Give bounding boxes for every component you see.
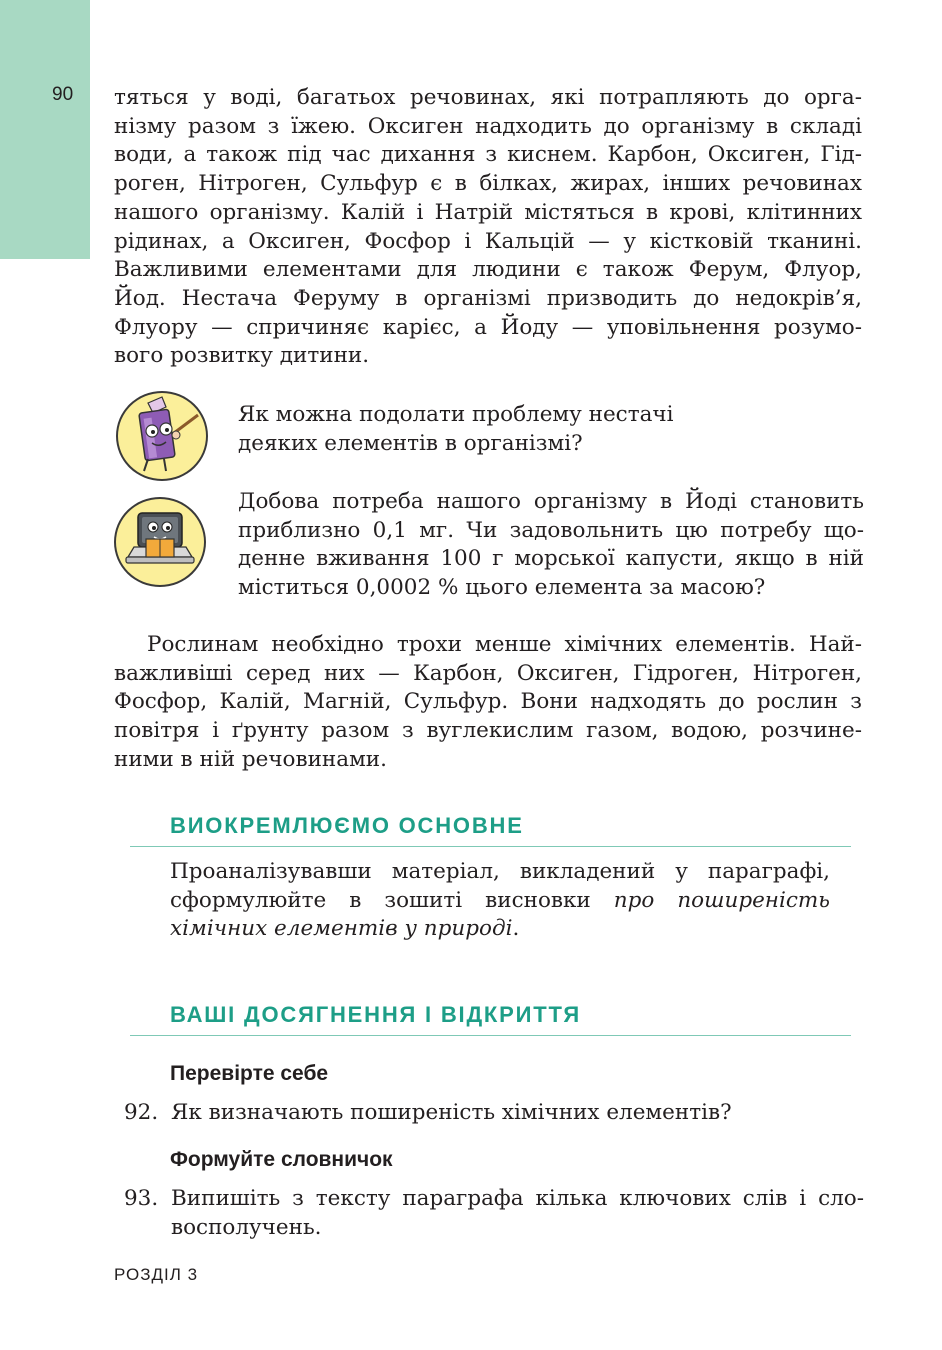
- text-line: деяких елементів в організмі?: [238, 430, 583, 456]
- text-line: [170, 915, 830, 944]
- text-line: восполучень.: [171, 1214, 322, 1240]
- text-line: Фосфор, Калій, Магній, Сульфур. Вони надходять до рослин з: [114, 689, 862, 715]
- task-body: [171, 1099, 864, 1128]
- text-line: роген, Нітроген, Сульфур є в білках, жирах, інших речовинах: [114, 171, 862, 197]
- text-line: Добова потреба нашого організму в Йоді становить: [238, 489, 864, 514]
- laptop-reader-icon: [114, 497, 206, 587]
- task-92: [124, 1099, 864, 1129]
- text-line: Випишіть з тексту параграфа кілька ключових слів і сло-: [171, 1186, 864, 1211]
- task-body: [171, 1185, 864, 1242]
- subhead-check-yourself: Перевірте себе: [170, 1062, 329, 1085]
- task-93: [124, 1185, 864, 1245]
- text-line: води, а також під час дихання з киснем. Карбон, Оксиген, Гід-: [114, 142, 862, 168]
- section-divider: [130, 1035, 851, 1036]
- text-plain: сформулюйте в зошиті висновки: [170, 887, 614, 913]
- text-line: Проаналізувавши матеріал, викладений у параграфі,: [170, 859, 830, 884]
- text-line: повітря і ґрунту разом з вуглекислим газом, водою, розчине-: [114, 718, 862, 744]
- text-line: Як визначають поширеність хімічних елементів?: [171, 1100, 732, 1125]
- text-line: Важливими елементами для людини є також Ферум, Флуор,: [114, 257, 862, 283]
- text-italic: про поширеність: [613, 887, 830, 913]
- section-title-summary: ВИОКРЕМЛЮЄМО ОСНОВНЕ: [170, 813, 524, 838]
- text-line: міститься 0,0002 % цього елемента за масою?: [238, 575, 766, 601]
- subhead-glossary: Формуйте словничок: [170, 1148, 393, 1171]
- task-number: 92.: [124, 1100, 159, 1125]
- text-line: Флуору — спричиняє карієс, а Йоду — уповільнення розумо-: [114, 314, 862, 340]
- question-iodine-task: [238, 488, 864, 603]
- chapter-side-tab: [0, 0, 90, 259]
- text-line: важливіші серед них — Карбон, Оксиген, Гідроген, Нітроген,: [114, 660, 862, 686]
- text-line: тяться у воді, багатьох речовинах, які потрапляють до орга-: [114, 85, 862, 110]
- text-line: ними в ній речовинами.: [114, 746, 387, 772]
- text-line: Йод. Нестача Феруму в організмі призводить до недокрів’я,: [114, 285, 862, 311]
- summary-instruction: [170, 858, 830, 944]
- text-line: Рослинам необхідно трохи менше хімічних елементів. Най-: [147, 632, 862, 657]
- text-line: нашого організму. Калій і Натрій містяться в крові, клітинних: [114, 199, 862, 225]
- section-title-achievements: ВАШІ ДОСЯГНЕННЯ І ВІДКРИТТЯ: [170, 1002, 582, 1027]
- question-element-deficiency: [238, 401, 864, 458]
- text-line: вого розвитку дитини.: [114, 343, 370, 369]
- text-plain: .: [512, 916, 520, 942]
- page-number: 90: [52, 84, 74, 105]
- text-line: денне вживання 100 г морської капусти, якщо в ній: [238, 546, 864, 572]
- text-line: Як можна подолати проблему нестачі: [238, 402, 674, 427]
- text-line: [170, 887, 830, 916]
- task-number: 93.: [124, 1186, 159, 1211]
- text-line: рідинах, а Оксиген, Фосфор і Кальцій — у кістковій тканині.: [114, 228, 862, 254]
- text-line: приблизно 0,1 мг. Чи задовольнить цю потребу що-: [238, 517, 864, 543]
- chapter-footer: РОЗДІЛ 3: [114, 1265, 199, 1284]
- section-divider: [130, 846, 851, 847]
- paragraph-human-elements: [114, 84, 862, 371]
- pencil-teacher-icon: [116, 391, 208, 481]
- paragraph-plant-elements: [114, 631, 862, 775]
- text-italic: хімічних елементів у природі: [170, 916, 513, 942]
- text-line: нізму разом з їжею. Оксиген надходить до організму в складі: [114, 113, 862, 139]
